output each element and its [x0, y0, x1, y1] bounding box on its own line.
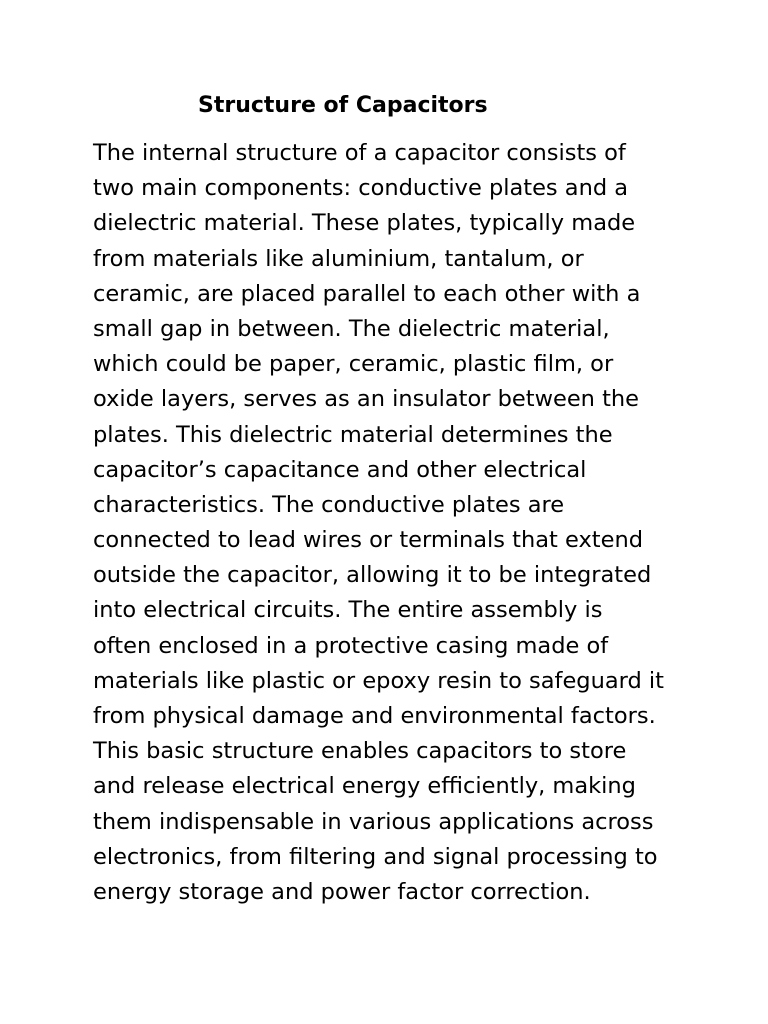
body-line-17: from physical damage and environmental factors. [93, 703, 656, 729]
body-line-21: electronics, from filtering and signal processing to [93, 843, 658, 870]
body-line-7: which could be paper, ceramic, plastic film, or [93, 351, 614, 378]
body-line-3: dielectric material. These plates, typically made [93, 210, 636, 237]
document-title: Structure of Capacitors [198, 93, 488, 118]
body-line-13: outside the capacitor, allowing it to be integrated [93, 562, 652, 589]
body-line-1: The internal structure of a capacitor consists of [93, 140, 626, 166]
body-line-10: capacitor’s capacitance and other electrical [93, 456, 587, 483]
body-line-5: ceramic, are placed parallel to each other with a [93, 280, 641, 307]
body-line-12: connected to lead wires or terminals that extend [93, 527, 643, 554]
body-line-2: two main components: conductive plates and a [93, 175, 629, 202]
body-line-4: from materials like aluminium, tantalum, or [93, 245, 584, 272]
body-line-11: characteristics. The conductive plates are [93, 491, 565, 518]
body-line-15: often enclosed in a protective casing made of [93, 632, 609, 659]
body-line-22: energy storage and power factor correction. [93, 878, 591, 905]
body-line-6: small gap in between. The dielectric material, [93, 315, 610, 342]
body-line-8: oxide layers, serves as an insulator between the [93, 386, 639, 413]
body-line-16: materials like plastic or epoxy resin to safeguard it [93, 667, 664, 694]
document-body [93, 136, 693, 910]
body-line-20: them indispensable in various applications across [93, 808, 654, 835]
body-line-19: and release electrical energy efficiently, making [93, 773, 636, 800]
body-line-9: plates. This dielectric material determines the [93, 421, 613, 448]
body-line-14: into electrical circuits. The entire assembly is [93, 597, 603, 624]
body-line-18: This basic structure enables capacitors to store [93, 738, 627, 765]
